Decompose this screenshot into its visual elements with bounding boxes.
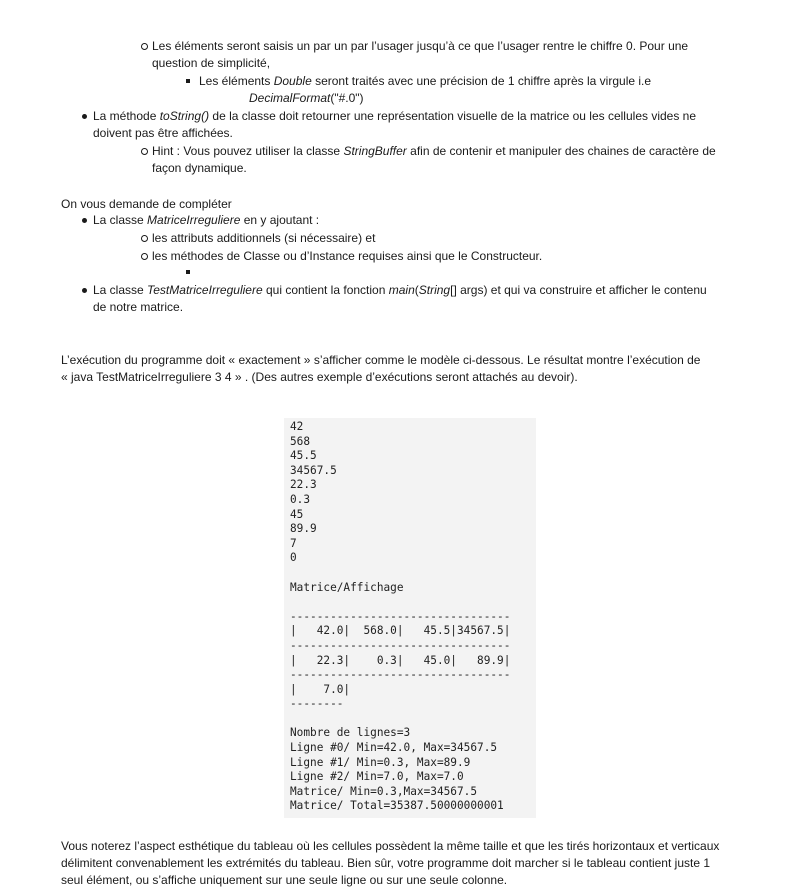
text-run: Les éléments xyxy=(199,74,274,88)
hollow-bullet-icon xyxy=(141,253,148,260)
text-run: ("#.0") xyxy=(330,91,364,105)
text-run: seront traités avec une précision de 1 chiffre après la virgule i.e xyxy=(311,74,652,88)
paragraph-line xyxy=(93,108,696,124)
paragraph-line xyxy=(199,73,651,89)
italic-term: String xyxy=(418,283,451,297)
italic-term: TestMatriceIrreguliere xyxy=(147,283,263,297)
square-bullet-icon xyxy=(186,79,190,83)
paragraph-line: délimitent convenablement les extrémités du tableau. Bien sûr, votre programme doit marcher si le tableau contient juste 1 xyxy=(61,856,711,870)
text-run: Hint : Vous pouvez utiliser la classe xyxy=(152,144,344,158)
text-run: qui contient la fonction xyxy=(262,283,389,297)
hollow-bullet-icon xyxy=(141,43,148,50)
paragraph-line: les méthodes de Classe ou d’Instance requises ainsi que le Constructeur. xyxy=(152,249,543,263)
italic-term: MatriceIrreguliere xyxy=(147,213,241,227)
text-run: en y ajoutant : xyxy=(240,213,320,227)
hollow-bullet-icon xyxy=(141,148,148,155)
text-run: La classe xyxy=(93,283,148,297)
bullet-icon xyxy=(82,114,87,119)
italic-term: main xyxy=(388,283,415,297)
text-run: [] args) et qui va construire et afficher le contenu xyxy=(450,283,707,297)
paragraph-line: Les éléments seront saisis un par un par l’usager jusqu’à ce que l’usager rentre le chiffre 0. Pour une xyxy=(152,39,689,53)
paragraph-line: de notre matrice. xyxy=(93,300,184,314)
paragraph-line: « java TestMatriceIrreguliere 3 4 » . (Des autres exemple d’exécutions seront attachés au devoir). xyxy=(61,370,578,384)
square-bullet-icon xyxy=(186,270,190,274)
paragraph-line: seul élément, ou s’affiche uniquement sur une seule ligne ou sur une seule colonne. xyxy=(61,873,508,887)
paragraph-line: question de simplicité, xyxy=(152,56,271,70)
bullet-icon xyxy=(82,288,87,293)
paragraph-line: façon dynamique. xyxy=(152,161,247,175)
italic-term: DecimalFormat xyxy=(249,91,331,105)
italic-term: Double xyxy=(273,74,312,88)
italic-term: toString() xyxy=(159,109,210,123)
paragraph-line xyxy=(152,143,716,159)
section-heading: On vous demande de compléter xyxy=(61,197,232,211)
bullet-icon xyxy=(82,218,87,223)
text-run: La classe xyxy=(93,213,148,227)
paragraph-line: les attributs additionnels (si nécessaire) et xyxy=(152,231,376,245)
text-run: La méthode xyxy=(93,109,160,123)
paragraph-line xyxy=(93,212,319,228)
paragraph-line: L’exécution du programme doit « exactement » s’afficher comme le modèle ci-dessous. Le résultat montre l’exécution de xyxy=(61,353,701,367)
paragraph-line xyxy=(249,90,364,106)
text-run: afin de contenir et manipuler des chaines de caractère de xyxy=(406,144,716,158)
paragraph-line: doivent pas être affichées. xyxy=(93,126,233,140)
console-output-box xyxy=(284,418,536,818)
paragraph-line xyxy=(93,282,707,298)
hollow-bullet-icon xyxy=(141,235,148,242)
italic-term: StringBuffer xyxy=(343,144,407,158)
text-run: de la classe doit retourner une représentation visuelle de la matrice ou les cellules vides ne xyxy=(209,109,697,123)
text-run: ( xyxy=(414,283,419,297)
paragraph-line: Vous noterez l’aspect esthétique du tableau où les cellules possèdent la même taille et que les tirés horizontaux et verticaux xyxy=(61,839,720,853)
console-output-text: 42 568 45.5 34567.5 22.3 0.3 45 89.9 7 0 Matrice/Affichage --------------------------------- | 42.0| 568.0| 45.5|34567.5| --------------------------------- | 22.3| 0.3| 45.0| 89.9| --------------------------------- | 7.0| -------- Nombre de lignes=3 Ligne #0/ Min=42.0, Max=34567.5 Ligne #1/ Min=0.3, Max=89.9 Ligne #2/ Min=7.0, Max=7.0 Matrice/ Min=0.3,Max=34567.5 Matrice/ Total=35387.50000000001 xyxy=(290,420,511,813)
